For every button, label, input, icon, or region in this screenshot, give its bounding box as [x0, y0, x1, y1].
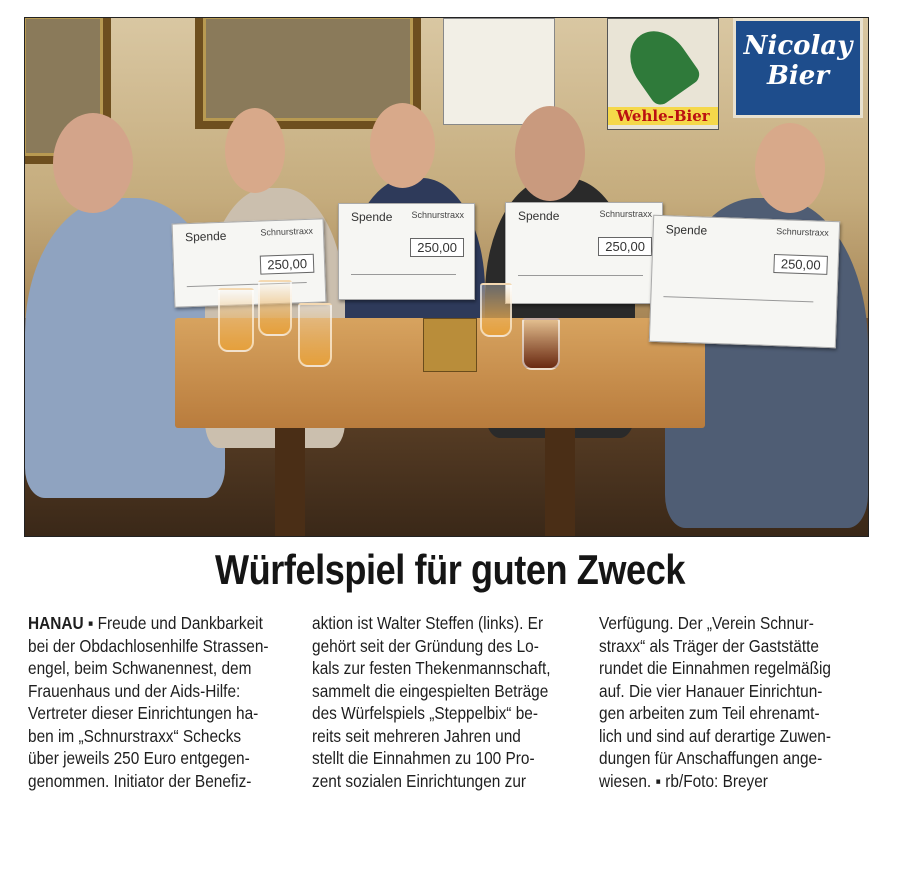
table-leg — [275, 428, 305, 536]
article-dateline: HANAU — [28, 613, 84, 633]
check-line — [663, 296, 813, 302]
article-body — [28, 612, 878, 812]
beer-glass — [480, 283, 512, 337]
article-line: Vertreter dieser Einrichtungen ha- — [28, 703, 259, 723]
bottle-illustration — [618, 20, 703, 109]
article-line-text: ▪ Freude und Dankbarkeit — [87, 613, 263, 633]
article-line: Frauenhaus und der Aids-Hilfe: — [28, 680, 241, 701]
article-line: lich und sind auf derartige Zuwen- — [599, 725, 831, 746]
check-title: Spende — [518, 209, 560, 223]
check-amount: 250,00 — [410, 238, 464, 257]
person-head — [370, 103, 435, 188]
dice-box-steppelbix — [423, 318, 477, 372]
article-headline: Würfelspiel für guten Zweck — [214, 546, 686, 593]
article-line: genommen. Initiator der Benefiz- — [28, 770, 252, 791]
article-column-2 — [312, 612, 584, 792]
article-line: aktion ist Walter Steffen (links). Er — [312, 613, 544, 633]
nicolay-bier-sign-line2: Bier — [766, 61, 830, 91]
person-head — [225, 108, 285, 193]
article-line: sammelt die eingespielten Beträge — [312, 680, 549, 701]
check-name: Schnurstraxx — [411, 210, 464, 220]
check-amount: 250,00 — [774, 254, 828, 275]
article-line: stellt die Einnahmen zu 100 Pro- — [312, 748, 535, 768]
article-line: Verfügung. Der „Verein Schnur- — [599, 613, 814, 633]
check-amount: 250,00 — [260, 254, 314, 275]
beer-glass — [218, 288, 254, 352]
article-column-3 — [599, 612, 871, 792]
check-title: Spende — [665, 222, 708, 238]
article-line: zent sozialen Einrichtungen zur — [312, 770, 527, 791]
table-leg — [545, 428, 575, 536]
donation-check — [649, 215, 840, 348]
article-line: wiesen. ▪ rb/Foto: Breyer — [599, 770, 768, 791]
article-line: auf. Die vier Hanauer Einrichtun- — [599, 680, 823, 701]
check-name: Schnurstraxx — [260, 225, 314, 238]
article-photo — [24, 17, 869, 537]
person-head — [755, 123, 825, 213]
article-line: über jeweils 250 Euro entgegen- — [28, 748, 250, 768]
nicolay-bier-sign — [733, 18, 863, 118]
article-line: gen arbeiten zum Teil ehrenamt- — [599, 703, 820, 723]
article-line: gehört seit der Gründung des Lo- — [312, 635, 539, 656]
beer-glass — [298, 303, 332, 367]
check-name: Schnurstraxx — [599, 209, 652, 219]
article-line: engel, beim Schwanennest, dem — [28, 658, 252, 678]
article-line: kals zur festen Thekenmannschaft, — [312, 658, 551, 678]
person-head — [53, 113, 133, 213]
check-title: Spende — [351, 210, 393, 224]
article-column-1 — [28, 612, 300, 792]
beer-glass — [258, 280, 292, 336]
nicolay-bier-sign-line1: Nicolay — [743, 31, 853, 61]
photo-wall-poster-wehle — [607, 18, 719, 130]
check-line — [518, 275, 643, 276]
article-line: ben im „Schnurstraxx“ Schecks — [28, 725, 242, 746]
check-name: Schnurstraxx — [776, 226, 829, 238]
check-title: Spende — [184, 228, 227, 245]
donation-check — [338, 203, 475, 300]
person-head — [515, 106, 585, 201]
wehle-bier-label: Wehle-Bier — [608, 107, 718, 125]
article-line: bei der Obdachlosenhilfe Strassen- — [28, 635, 269, 656]
article-line: rundet die Einnahmen regelmäßig — [599, 658, 832, 678]
article-line: des Würfelspiels „Steppelbix“ be- — [312, 703, 538, 723]
beer-glass — [522, 318, 560, 370]
article-line: dungen für Anschaffungen ange- — [599, 748, 823, 768]
article-line: reits seit mehreren Jahren und — [312, 725, 521, 746]
article-line: straxx“ als Träger der Gaststätte — [599, 635, 819, 656]
article-line — [28, 612, 267, 635]
check-line — [351, 274, 456, 275]
check-amount: 250,00 — [598, 237, 652, 256]
donation-check — [505, 202, 663, 304]
